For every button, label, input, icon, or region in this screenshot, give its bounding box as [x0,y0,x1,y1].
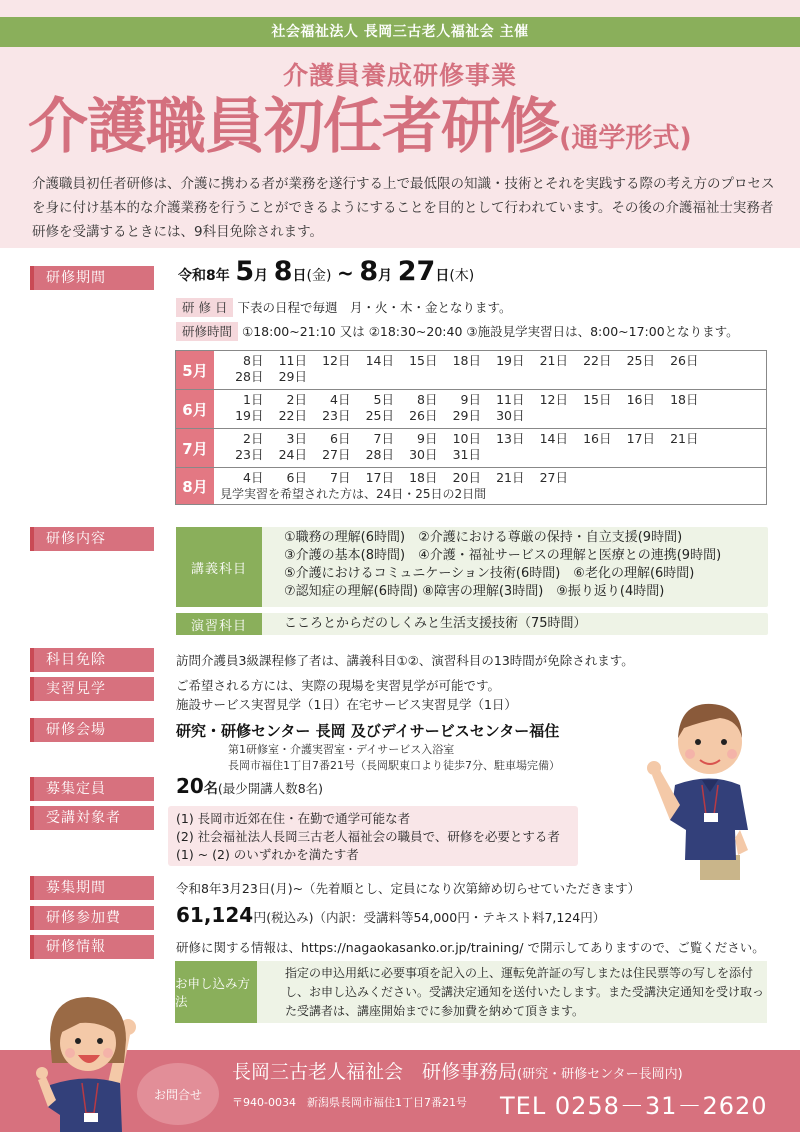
venue-rooms: 第1研修室・介護実習室・デイサービス入浴室 [228,743,455,756]
schedule-day: 18日 [409,470,438,485]
schedule-note: 見学実習を希望された方は、24日・25日の2日間 [220,487,487,501]
schedule-row [176,351,766,390]
end-month: 8 [359,256,379,287]
schedule-day: 19日 [235,408,264,423]
training-days-text: 下表の日程で毎週 月・火・木・金となります。 [237,300,512,315]
schedule-day: 17日 [365,470,394,485]
period-dates [178,256,474,287]
schedule-day: 15日 [409,353,438,368]
practice-subjects-block [176,613,768,635]
schedule-day: 22日 [583,353,612,368]
schedule-day: 20日 [452,470,481,485]
schedule-table [175,350,767,505]
target-box [168,806,578,866]
office-sub: (研究・研修センター長岡内) [517,1067,683,1082]
recruitment-text: 令和8年3月23日(月)~（先着順とし、定員になり次第締め切らせていただきます） [176,881,641,896]
schedule-month: 7月 [176,429,214,467]
lecture-line: ⑤介護におけるコミュニケーション技術(6時間) ⑥老化の理解(6時間) [284,566,695,581]
schedule-row [176,429,766,468]
phone-number[interactable]: TEL 0258－31－2620 [500,1092,768,1120]
schedule-day: 15日 [583,392,612,407]
organizer-bar: 社会福祉法人 長岡三古老人福祉会 主催 [0,17,800,47]
target-line: (2) 社会福祉法人長岡三古老人福祉会の職員で、研修を必要とする者 [176,829,560,844]
lecture-line: ⑦認知症の理解(6時間) ⑧障害の理解(3時間) ⑨振り返り(4時間) [284,584,665,599]
schedule-day: 23日 [235,447,264,462]
schedule-day: 28日 [235,369,264,384]
label-capacity: 募集定員 [30,777,154,801]
intro-text: 介護職員初任者研修は、介護に携わる者が業務を遂行する上で最低限の知識・技術とそれを実践する際の考え方のプロセスを身に付け基本的な介護業務を行うことができるようにすることを目的として行われています。その後の介護福祉士実務者研修を受講するときには、9科目免除されます。 [32,176,775,240]
schedule-month: 6月 [176,390,214,428]
schedule-day: 25日 [626,353,655,368]
end-day: 27 [397,256,436,287]
schedule-day: 8日 [243,353,264,368]
page-title [28,92,692,162]
schedule-day: 26日 [409,408,438,423]
schedule-day: 21日 [496,470,525,485]
schedule-day: 30日 [496,408,525,423]
office-name [232,1057,683,1084]
apply-tag: お申し込み方法 [175,961,257,1023]
title-suffix: (通学形式) [559,123,692,154]
schedule-day: 4日 [330,392,351,407]
male-staff-illustration [640,680,760,880]
fee-amount: 61,124 [176,903,254,927]
capacity-unit: 名 [203,781,218,797]
schedule-day: 12日 [322,353,351,368]
schedule-day: 31日 [452,447,481,462]
schedule-day: 16日 [583,431,612,446]
schedule-day: 28日 [365,447,394,462]
schedule-day: 3日 [286,431,307,446]
schedule-day: 16日 [626,392,655,407]
apply-text: 指定の申込用紙に必要事項を記入の上、運転免許証の写しまたは住民票等の写しを添付し、お申し込みください。受講決定通知を送付いたします。また受講決定通知を受け取った受講者は、講座開始までに参加費を納めて頂きます。 [285,966,765,1018]
label-observation: 実習見学 [30,677,154,701]
training-days-row [176,298,511,317]
schedule-day: 21日 [539,353,568,368]
schedule-day: 6日 [330,431,351,446]
fee-value [176,903,605,927]
label-info: 研修情報 [30,935,154,959]
schedule-row [176,390,766,429]
label-target: 受講対象者 [30,806,154,830]
schedule-day: 30日 [409,447,438,462]
practice-tag: 演習科目 [176,613,262,635]
office-title: 長岡三古老人福祉会 研修事務局 [232,1061,518,1083]
tilde: ~ [337,261,354,285]
label-recruitment: 募集期間 [30,876,154,900]
schedule-day: 22日 [278,408,307,423]
day-unit: 日 [435,268,450,284]
schedule-day: 4日 [243,470,264,485]
training-hours-tag: 研修時間 [176,322,238,341]
lecture-line: ③介護の基本(8時間) ④介護・福祉サービスの理解と医療との連携(9時間) [284,548,722,563]
practice-text: こころとからだのしくみと生活支援技術（75時間） [284,616,587,631]
schedule-day: 2日 [243,431,264,446]
schedule-day: 7日 [330,470,351,485]
training-hours-row [176,322,739,341]
contact-label: お問合せ [137,1063,219,1125]
female-staff-illustration [20,985,160,1132]
schedule-day: 7日 [373,431,394,446]
capacity-note: (最少開講人数8名) [217,781,324,796]
schedule-day: 18日 [452,353,481,368]
schedule-day: 26日 [670,353,699,368]
schedule-day: 13日 [496,431,525,446]
schedule-day: 1日 [243,392,264,407]
label-period: 研修期間 [30,266,154,290]
schedule-day: 27日 [322,447,351,462]
start-weekday: (金) [306,268,332,284]
lecture-list [284,529,721,601]
schedule-day: 14日 [365,353,394,368]
schedule-day: 24日 [278,447,307,462]
title-main: 介護職員初任者研修 [28,92,559,162]
month-unit: 月 [378,268,393,284]
schedule-days [214,429,766,467]
lecture-subjects-block [176,527,768,607]
schedule-days [214,351,766,389]
era: 令和8年 [178,268,230,284]
venue-address: 長岡市福住1丁目7番21号（長岡駅東口より徒歩7分、駐車場完備） [228,759,560,772]
schedule-days [214,390,766,428]
observation-line1: ご希望される方には、実際の現場を実習見学が可能です。 [176,678,501,693]
schedule-row [176,468,766,504]
schedule-days [214,468,766,504]
label-exemption: 科目免除 [30,648,154,672]
schedule-day: 29日 [452,408,481,423]
schedule-day: 10日 [452,431,481,446]
schedule-day: 5日 [373,392,394,407]
schedule-day: 9日 [460,392,481,407]
schedule-day: 27日 [539,470,568,485]
label-venue: 研修会場 [30,718,154,742]
program-subtitle: 介護員養成研修事業 [282,61,517,90]
schedule-day: 6日 [286,470,307,485]
info-text[interactable]: 研修に関する情報は、https://nagaokasanko.or.jp/training/ で開示してありますので、ご覧ください。 [176,940,765,955]
schedule-month: 8月 [176,468,214,504]
schedule-month: 5月 [176,351,214,389]
schedule-day: 12日 [539,392,568,407]
schedule-day: 19日 [496,353,525,368]
schedule-day: 2日 [286,392,307,407]
observation-line2: 施設サービス実習見学（1日）在宅サービス実習見学（1日） [176,697,517,712]
training-days-tag: 研 修 日 [176,298,233,317]
schedule-day: 14日 [539,431,568,446]
label-fee: 研修参加費 [30,906,154,930]
fee-note: (税込み)（内訳：受講料等54,000円・テキスト料7,124円） [266,910,606,925]
office-address: 〒940-0034 新潟県長岡市福住1丁目7番21号 [232,1096,467,1109]
fee-unit: 円 [253,911,267,926]
training-hours-text: ①18:00~21:10 又は ②18:30~20:40 ③施設見学実習日は、8:00~17:00となります。 [242,324,739,339]
schedule-day: 11日 [496,392,525,407]
lecture-tag: 講義科目 [176,527,262,607]
schedule-day: 23日 [322,408,351,423]
schedule-day: 17日 [626,431,655,446]
capacity-number: 20 [176,774,204,798]
label-content: 研修内容 [30,527,154,551]
apply-box [175,961,767,1023]
capacity-value [176,774,323,798]
schedule-day: 21日 [670,431,699,446]
schedule-day: 8日 [417,392,438,407]
venue-name: 研究・研修センター 長岡 及びデイサービスセンター福住 [176,722,560,740]
target-line: (1) ~ (2) のいずれかを満たす者 [176,847,359,862]
month-unit: 月 [254,268,269,284]
schedule-day: 29日 [278,369,307,384]
end-weekday: (木) [449,268,475,284]
exemption-text: 訪問介護員3級課程修了者は、講義科目①②、演習科目の13時間が免除されます。 [176,653,634,668]
start-day: 8 [273,256,293,287]
schedule-day: 18日 [670,392,699,407]
lecture-line: ①職務の理解(6時間) ②介護における尊厳の保持・自立支援(9時間) [284,530,683,545]
day-unit: 日 [292,268,307,284]
schedule-day: 11日 [278,353,307,368]
schedule-day: 25日 [365,408,394,423]
target-line: (1) 長岡市近郊在住・在勤で通学可能な者 [176,811,411,826]
start-month: 5 [235,256,255,287]
schedule-day: 9日 [417,431,438,446]
